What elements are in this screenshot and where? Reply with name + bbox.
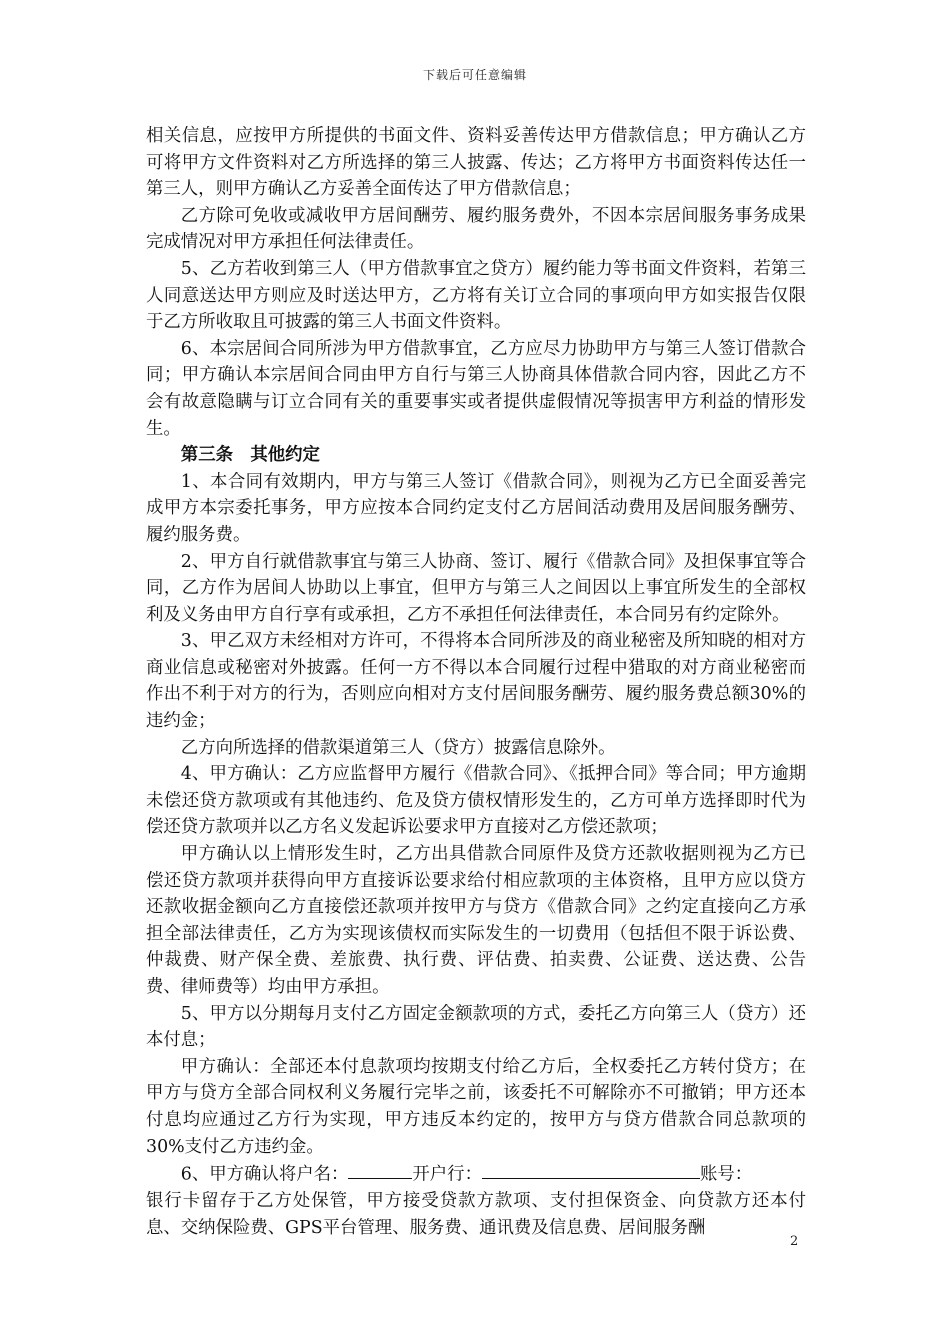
page-header-note: 下载后可任意编辑 (422, 68, 527, 82)
paragraph: 银行卡留存于乙方处保管，甲方接受贷款方款项、支付担保资金、向贷款方还本付息、交纳保险费、GPS平台管理、服务费、通讯费及信息费、居间服务酬 (146, 1191, 806, 1238)
paragraph: 甲方确认以上情形发生时，乙方出具借款合同原件及贷方还款收据则视为乙方已偿还贷方款项并获得向甲方直接诉讼要求给付相应款项的主体资格，且甲方应以贷方还款收据金额向乙方直接偿还款项并按甲方与贷方《借款合同》之约定直接向乙方承担全部法律责任，乙方为实现该债权而实际发生的一切费用（包括但不限于诉讼费、仲裁费、财产保全费、差旅费、执行费、评估费、拍卖费、公证费、送达费、公告费、律师费等）均由甲方承担。 (146, 844, 806, 997)
account-number-label: 账号： (699, 1164, 753, 1185)
paragraph: 乙方向所选择的借款渠道第三人（贷方）披露信息除外。 (180, 737, 616, 758)
paragraph: 甲方确认：全部还本付息款项均按期支付给乙方后，全权委托乙方转付贷方；在甲方与贷方全部合同权利义务履行完毕之前，该委托不可解除亦不可撤销；甲方还本付息均应通过乙方行为实现，甲方违反本约定的，按甲方与贷方借款合同总款项的30%支付乙方违约金。 (146, 1056, 806, 1157)
account-name-label: 6、甲方确认将户名： (180, 1164, 349, 1185)
paragraph: 相关信息，应按甲方所提供的书面文件、资料妥善传达甲方借款信息；甲方确认乙方可将甲方文件资料对乙方所选择的第三人披露、传达；乙方将甲方书面资料传达任一第三人，则甲方确认乙方妥善全面传达了甲方借款信息； (146, 126, 806, 200)
page-number: 2 (790, 1234, 799, 1249)
paragraph-account-info (146, 1160, 806, 1188)
paragraph: 5、甲方以分期每月支付乙方固定金额款项的方式，委托乙方向第三人（贷方）还本付息； (146, 1003, 806, 1051)
paragraph: 3、甲乙双方未经相对方许可，不得将本合同所涉及的商业秘密及所知晓的相对方商业信息或秘密对外披露。任何一方不得以本合同履行过程中猎取的对方商业秘密而作出不利于对方的行为，否则应向相对方支付居间服务酬劳、履约服务费总额30%的违约金； (146, 631, 806, 732)
paragraph: 4、甲方确认：乙方应监督甲方履行《借款合同》、《抵押合同》等合同；甲方逾期未偿还贷方款项或有其他违约、危及贷方债权情形发生的，乙方可单方选择即时代为偿还贷方款项并以乙方名义发起诉讼要求甲方直接对乙方偿还款项； (146, 764, 806, 838)
paragraph: 1、本合同有效期内，甲方与第三人签订《借款合同》，则视为乙方已全面妥善完成甲方本宗委托事务，甲方应按本合同约定支付乙方居间活动费用及居间服务酬劳、履约服务费。 (146, 471, 806, 545)
paragraph: 乙方除可免收或减收甲方居间酬劳、履约服务费外，不因本宗居间服务事务成果完成情况对甲方承担任何法律责任。 (146, 205, 806, 253)
paragraph: 6、本宗居间合同所涉为甲方借款事宜，乙方应尽力协助甲方与第三人签订借款合同；甲方确认本宗居间合同由甲方自行与第三人协商具体借款合同内容，因此乙方不会有故意隐瞒与订立合同有关的重要事实或者提供虚假情况等损害甲方利益的情形发生。 (146, 338, 806, 439)
bank-blank (482, 1160, 700, 1179)
section-heading: 第三条 其他约定 (180, 445, 320, 466)
account-name-blank (348, 1160, 412, 1179)
contract-body (146, 123, 806, 1241)
bank-label: 开户行： (412, 1164, 482, 1185)
paragraph: 2、甲方自行就借款事宜与第三人协商、签订、履行《借款合同》及担保事宜等合同，乙方作为居间人协助以上事宜，但甲方与第三人之间因以上事宜所发生的全部权利及义务由甲方自行享有或承担，乙方不承担任何法律责任，本合同另有约定除外。 (146, 551, 806, 625)
paragraph: 5、乙方若收到第三人（甲方借款事宜之贷方）履约能力等书面文件资料，若第三人同意送达甲方则应及时送达甲方，乙方将有关订立合同的事项向甲方如实报告仅限于乙方所收取且可披露的第三人书面文件资料。 (146, 258, 806, 333)
